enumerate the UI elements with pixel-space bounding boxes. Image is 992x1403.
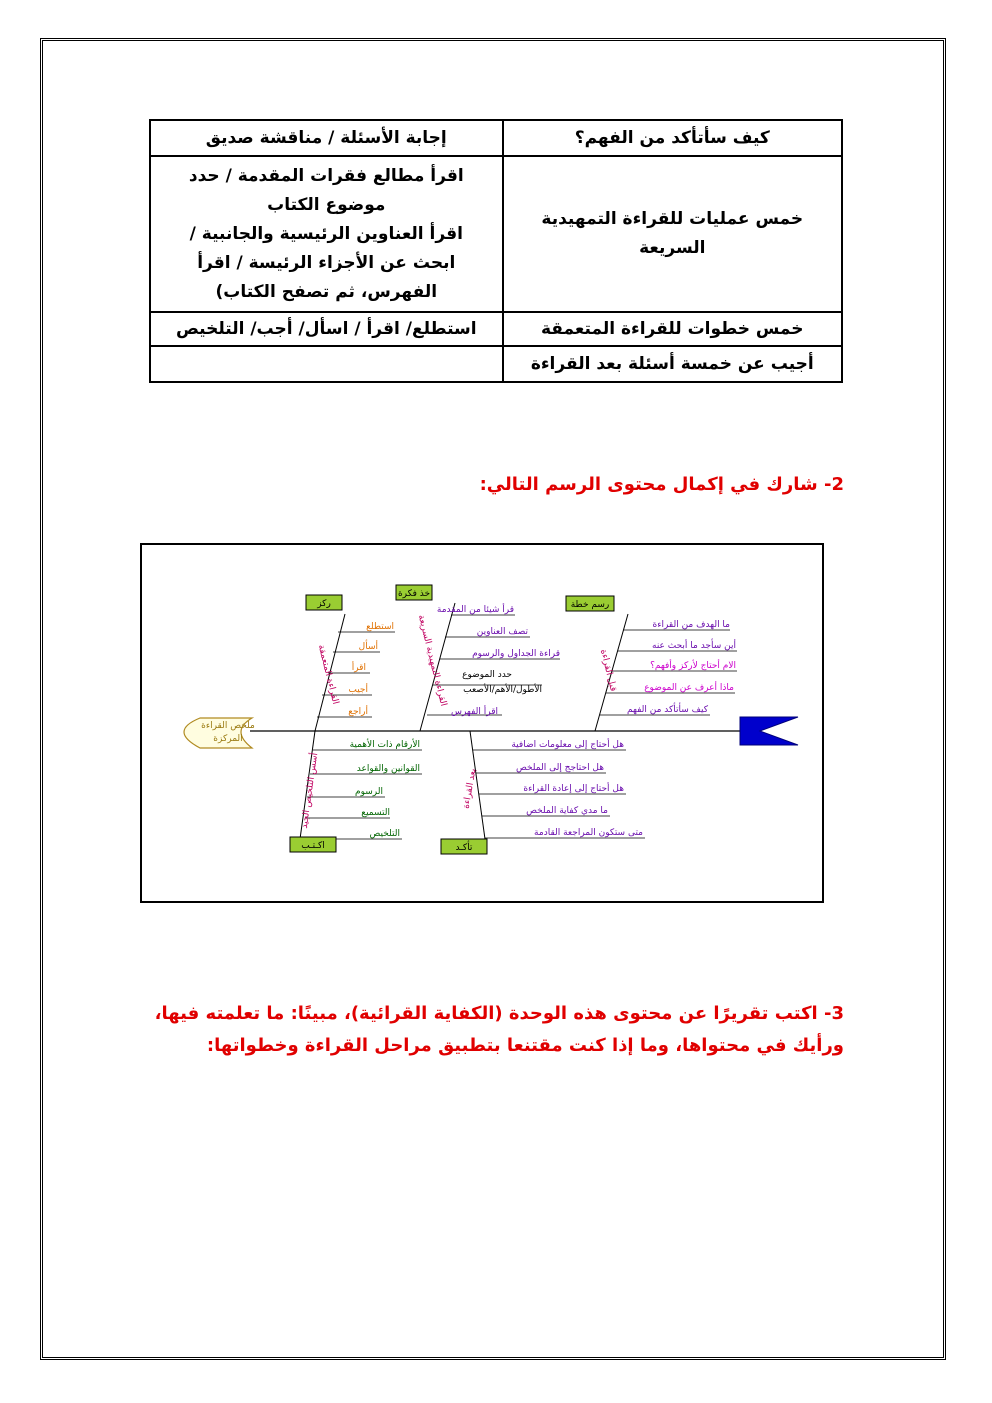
cell-line: الفهرس، ثم تصفح الكتاب) [215,281,438,302]
section-3-line: 3- اكتب تقريرًا عن محتوى هذه الوحدة (الكفاية القرائية)، مبينًا: ما تعلمته فيها، [154,1003,844,1024]
section-3-line: ورأيك في محتواها، وما إذا كنت مقتنعا بتطبيق مراحل القراءة وخطواتها: [206,1035,844,1056]
bone-label-summary: أسس التلخيص الجيد [299,752,321,830]
deep-item: اقرأ [351,663,366,673]
table-cell: أجيب عن خمسة أسئلة بعد القراءة [503,346,842,382]
reading-table [149,119,843,383]
section-2-title: 2- شارك في إكمال محتوى الرسم التالي: [479,474,844,495]
bone-label-deep: القراءة المتعمقة [315,643,341,706]
tag-label: تأكـد [455,843,473,853]
table-cell [150,156,503,312]
intro-item: تصف العناوين [476,627,528,637]
intro-item: قراءة الجداول والرسوم [472,649,560,659]
summary-item: الأرقام ذات الأهمية [349,740,420,750]
table-cell [150,346,503,382]
intro-item: الأطول/الأهم/الأصعب [463,685,542,695]
table-cell: خمس خطوات للقراءة المتعمقة [503,312,842,346]
tail-icon [740,717,798,745]
deep-item: استطلع [366,622,394,632]
deep-item: أراجع [348,707,368,717]
after-item: هل احتاجج إلى الملخص [515,763,604,773]
before-item: كيف سأتأكد من الفهم [626,705,708,715]
before-item: ما الهدف من القراءة [652,620,730,630]
tag-label: رسم خطة [570,600,610,610]
tag-label: ركز [317,599,331,609]
head-label-line: ملخص القراءة [201,721,255,731]
after-item: هل أحتاج إلى معلومات اضافية [511,740,624,750]
summary-item: الرسوم [355,787,383,797]
table-cell: استطلع/ اقرأ / اسأل/ أجب/ التلخيص [150,312,503,346]
cell-line: ابحث عن الأجزاء الرئيسة / اقرأ [197,252,456,273]
cell-line: اقرأ مطالع فقرات المقدمة / حدد [188,165,464,186]
deep-item: أجيب [348,685,368,695]
summary-item: التسميع [361,808,390,818]
after-item: متى ستكون المراجعة القادمة [534,828,643,838]
section-3-title [124,998,844,1062]
after-item: ما مدي كفاية الملخص [526,806,608,816]
bone-label-before: قبل القراءة [597,648,618,693]
intro-item: اقرأ الفهرس [450,707,498,717]
before-item: أين سأجد ما أبحث عنه [652,641,736,651]
table-cell: خمس عمليات للقراءة التمهيدية السريعة [503,156,842,312]
after-item: هل أحتاج إلى إعادة القراءة [523,784,624,794]
summary-item: القوانين والقواعد [356,764,420,774]
head-label-line: المركزة [213,734,243,744]
before-item: ماذا أعرف عن الموضوع [644,683,734,693]
intro-item: قرأ شيئا من المقدمة [436,605,514,615]
before-item: الام أحتاج لأركز وأفهم؟ [650,661,736,671]
cell-line: اقرأ العناوين الرئيسية والجانبية / [189,223,463,244]
tag-label: خذ فكرة [397,589,431,599]
cell-line: موضوع الكتاب [267,194,386,215]
bone-label-after: بعد القراءة [461,767,479,810]
tag-label: اكـتـب [301,841,325,851]
fishbone-diagram [140,543,824,903]
bone-label-intro: القراءة التمهيدية السريعة [415,613,449,708]
table-header-col1: كيف سأتأكد من الفهم؟ [503,120,842,156]
intro-item: حدد الموضوع [462,670,512,680]
deep-item: أسأل [358,642,378,652]
table-header-col2: إجابة الأسئلة / مناقشة صديق [150,120,503,156]
summary-item: التلخيص [369,829,400,839]
